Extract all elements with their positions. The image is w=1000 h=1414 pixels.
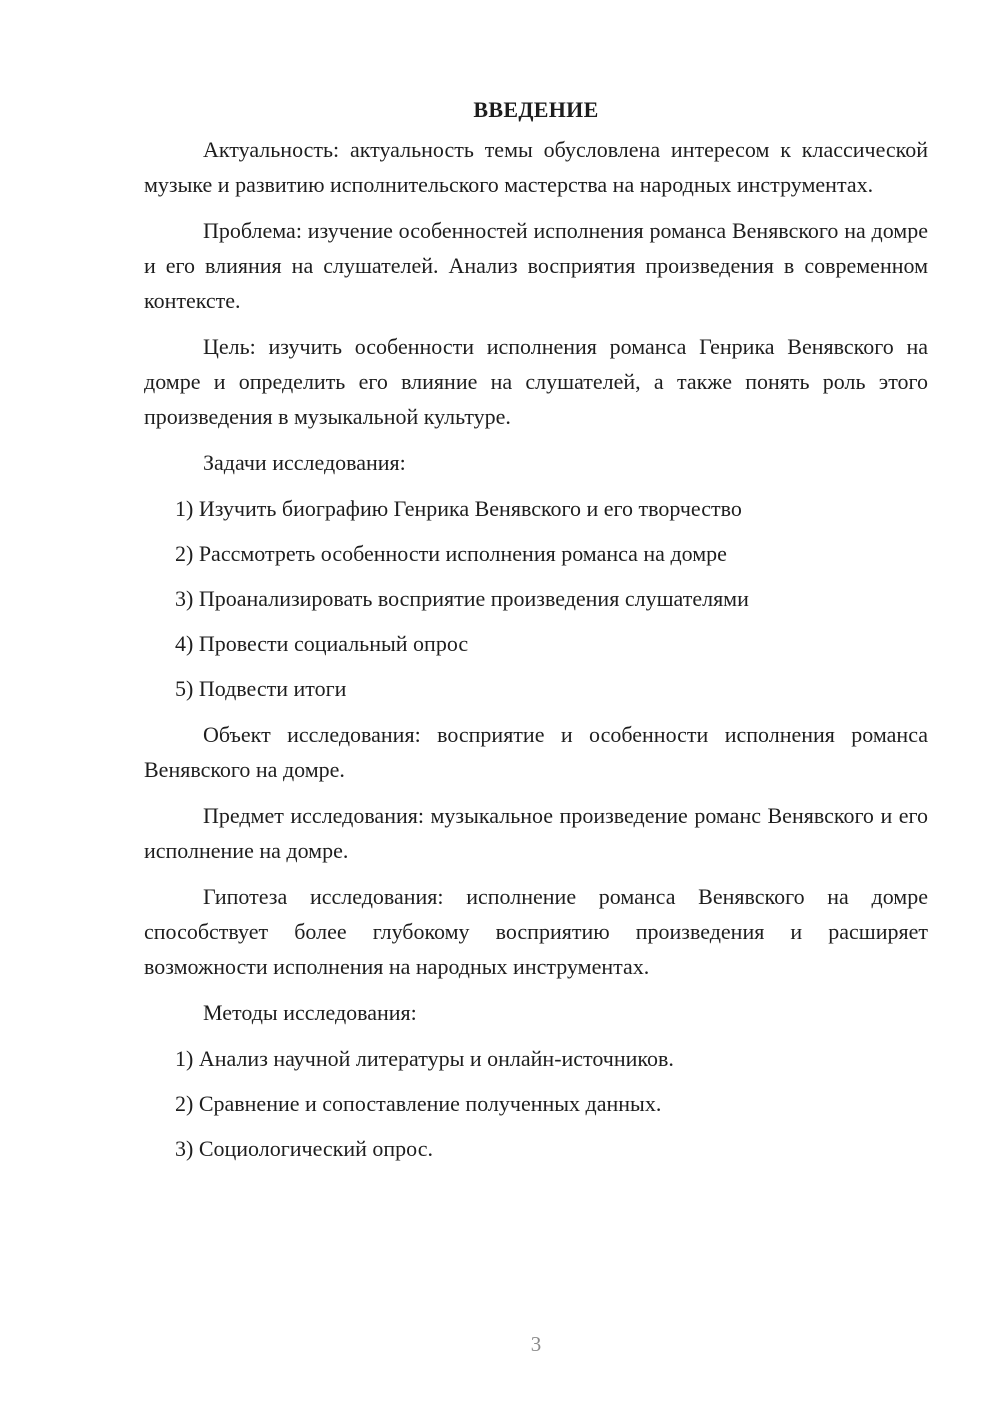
list-item: 2) Рассмотреть особенности исполнения романса на домре xyxy=(175,541,727,566)
list-item: 5) Подвести итоги xyxy=(175,676,347,701)
methods-list xyxy=(144,1041,928,1166)
list-item: 3) Социологический опрос. xyxy=(175,1136,433,1161)
list-item: 1) Изучить биографию Генрика Венявского и его творчество xyxy=(175,496,742,521)
list-item: 2) Сравнение и сопоставление полученных данных. xyxy=(175,1091,662,1116)
list-item: 4) Провести социальный опрос xyxy=(175,631,469,656)
paragraph-relevance: Актуальность: актуальность темы обусловлена интересом к классической музыке и развитию исполнительского мастерства на народных инструментах. xyxy=(144,137,928,197)
tasks-list xyxy=(144,491,928,706)
paragraph-subject: Предмет исследования: музыкальное произведение романс Венявского и его исполнение на домре. xyxy=(144,803,928,863)
paragraph-hypothesis: Гипотеза исследования: исполнение романса Венявского на домре способствует более глубокому восприятию произведения и расширяет возможности исполнения на народных инструментах. xyxy=(144,884,928,979)
document-page xyxy=(144,92,928,1177)
methods-label: Методы исследования: xyxy=(203,1000,417,1025)
paragraph-problem: Проблема: изучение особенностей исполнения романса Венявского на домре и его влияния на слушателей. Анализ восприятия произведения в современном контексте. xyxy=(144,218,928,313)
paragraph-object: Объект исследования: восприятие и особенности исполнения романса Венявского на домре. xyxy=(144,722,928,782)
list-item: 3) Проанализировать восприятие произведения слушателями xyxy=(175,586,749,611)
tasks-label: Задачи исследования: xyxy=(203,450,406,475)
page-number: 3 xyxy=(530,1332,542,1356)
page-title: ВВЕДЕНИЕ xyxy=(473,97,599,122)
paragraph-goal: Цель: изучить особенности исполнения романса Генрика Венявского на домре и определить его влияние на слушателей, а также понять роль этого произведения в музыкальной культуре. xyxy=(144,334,928,429)
list-item: 1) Анализ научной литературы и онлайн-источников. xyxy=(175,1046,674,1071)
